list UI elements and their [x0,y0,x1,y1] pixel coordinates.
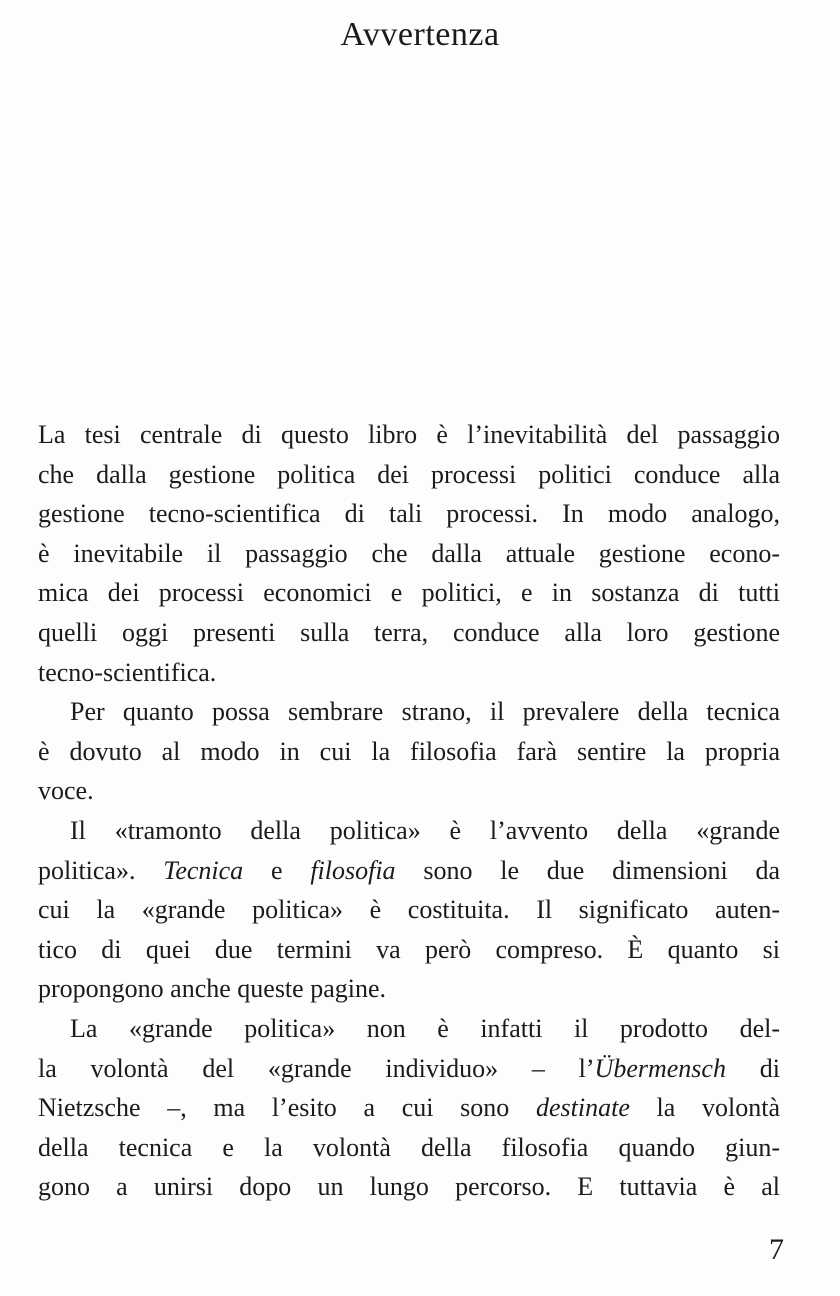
body-text: voce. [38,776,94,806]
body-text: Il «tramonto della politica» è l’avvento della «grande [70,815,780,845]
text-line [38,1009,780,1049]
paragraph [38,1009,780,1207]
paragraph [38,692,780,811]
text-line [38,969,780,1009]
text-line [38,930,780,970]
text-line [38,1088,780,1128]
body-text: è inevitabile il passaggio che dalla attuale gestione econo- [38,538,780,568]
body-text: che dalla gestione politica dei processi politici conduce alla [38,459,780,489]
body-text: della tecnica e la volontà della filosofia quando giun- [38,1132,780,1162]
body-text: di [725,1053,780,1083]
text-line [38,1128,780,1168]
body-text: è dovuto al modo in cui la filosofia farà sentire la propria [38,736,780,766]
body-text: mica dei processi economici e politici, e in sostanza di tutti [38,578,780,608]
body-text: politica». [38,855,164,885]
body-text: propongono anche queste pagine. [38,974,387,1004]
body-text: la volontà del «grande individuo» – l’ [38,1053,595,1083]
text-line [38,851,780,891]
text-line [38,811,780,851]
text-block [38,415,780,1207]
body-text: gono a unirsi dopo un lungo percorso. E tuttavia è al [38,1172,780,1202]
text-line [38,455,780,495]
body-text: gestione tecno-scientifica di tali processi. In modo analogo, [38,499,780,529]
text-line [38,415,780,455]
text-line [38,1167,780,1207]
page-number: 7 [769,1233,784,1266]
text-line [38,613,780,653]
text-line [38,890,780,930]
body-text: La tesi centrale di questo libro è l’inevitabilità del passaggio [38,420,780,449]
text-line [38,534,780,574]
italic-text: destinate [535,1093,630,1123]
paragraph [38,415,780,692]
body-text: e [243,855,311,885]
text-line [38,573,780,613]
body-text: Per quanto possa sembrare strano, il prevalere della tecnica [70,697,780,727]
italic-text: filosofia [310,855,396,885]
body-text: Nietzsche –, ma l’esito a cui sono [38,1093,536,1123]
text-line [38,1049,780,1089]
body-text: tecno-scientifica. [38,657,217,687]
page-title: Avvertenza [340,16,500,53]
body-text: la volontà [629,1093,780,1123]
paragraph [38,811,780,1009]
italic-text: Übermensch [594,1053,726,1083]
body-text: quelli oggi presenti sulla terra, conduce alla loro gestione [38,617,780,647]
body-text: sono le due dimensioni da [395,855,781,885]
italic-text: Tecnica [163,855,244,885]
body-text: La «grande politica» non è infatti il prodotto del- [70,1013,780,1043]
body-text: cui la «grande politica» è costituita. Il significato auten- [38,895,780,925]
text-line [38,653,780,693]
text-line [38,494,780,534]
text-line [38,771,780,811]
text-line [38,692,780,732]
body-text: tico di quei due termini va però compreso. È quanto si [38,934,780,964]
text-line [38,732,780,772]
